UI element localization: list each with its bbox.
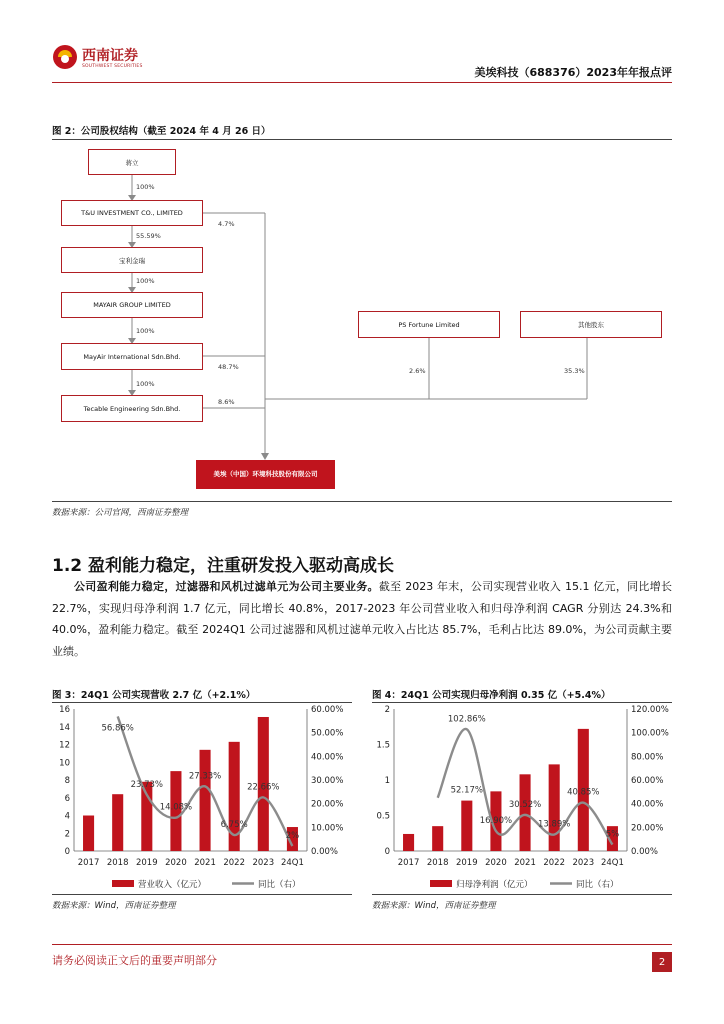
- right-tick-label: 60.00%: [631, 776, 664, 786]
- x-tick-label: 24Q1: [280, 858, 304, 868]
- data-label: 6.75%: [220, 820, 248, 831]
- right-tick-label: 20.00%: [631, 823, 664, 834]
- left-tick-label: 0: [384, 847, 390, 857]
- logo-name: 西南证券: [82, 48, 138, 64]
- legend-bar-label: 归母净利润（亿元）: [456, 880, 533, 890]
- left-tick-label: 1: [384, 776, 390, 786]
- left-tick-label: 2: [384, 705, 390, 715]
- edge-label: 100%: [136, 380, 155, 388]
- left-tick-label: 6: [64, 793, 70, 804]
- right-tick-label: 40.00%: [631, 799, 664, 810]
- shareholder-node-jiangli: 蒋立: [88, 149, 176, 175]
- data-label: 56.86%: [101, 723, 134, 734]
- bar: [432, 826, 443, 851]
- right-tick-label: 60.00%: [311, 705, 344, 715]
- edge-label: 48.7%: [218, 363, 239, 371]
- net-profit-chart: [372, 703, 672, 893]
- data-label: 27.33%: [188, 771, 222, 782]
- legend-bar-swatch: [430, 880, 452, 887]
- data-label: 2%: [285, 831, 300, 842]
- edge-label: 55.59%: [136, 232, 161, 240]
- footer-divider: [52, 944, 672, 945]
- right-tick-label: 120.00%: [631, 705, 669, 715]
- figure4-source: 数据来源：Wind，西南证券整理: [372, 901, 496, 911]
- left-tick-label: 2: [64, 829, 70, 840]
- figure2-source: 数据来源：公司官网，西南证券整理: [52, 508, 189, 518]
- data-label: 16.90%: [479, 816, 513, 827]
- data-label: 13.89%: [537, 819, 571, 830]
- company-node: 美埃（中国）环境科技股份有限公司: [196, 460, 335, 489]
- right-tick-label: 0.00%: [311, 847, 339, 857]
- data-label: 22.66%: [247, 782, 280, 793]
- shareholder-node-tu-investment: T&U INVESTMENT CO., LIMITED: [61, 200, 203, 226]
- data-label: 102.86%: [447, 714, 486, 725]
- left-tick-label: 10: [59, 758, 70, 769]
- right-tick-label: 0.00%: [631, 847, 659, 857]
- bar: [200, 750, 211, 851]
- revenue-chart: [52, 703, 352, 893]
- x-tick-label: 2018: [106, 858, 129, 868]
- right-tick-label: 30.00%: [311, 776, 344, 786]
- right-tick-label: 40.00%: [311, 752, 344, 763]
- section-body: 截至 2023 年末，公司实现营业收入 15.1 亿元，同比增长 22.7%，实现归母净利润 1.7 亿元，同比增长 40.8%，2017-2023 年公司营业收入和归母净利润 CAGR 分别达 24.3%和 40.0%，盈利能力稳定。截至 2024Q1 公司过滤器和风机过滤单元收入占比达 85.7%，毛利占比达 89.0%，为公司贡献主要业绩。: [52, 580, 672, 658]
- figure3-bottom-rule: [52, 894, 352, 895]
- x-tick-label: 2020: [165, 858, 187, 868]
- right-tick-label: 10.00%: [311, 823, 344, 834]
- x-tick-label: 2018: [426, 858, 449, 868]
- edge-label: 100%: [136, 277, 155, 285]
- bar: [112, 794, 123, 851]
- x-tick-label: 2021: [514, 858, 536, 868]
- footer-disclaimer: 请务必阅读正文后的重要声明部分: [52, 954, 217, 967]
- section-heading: 1.2 盈利能力稳定，注重研发投入驱动高成长: [52, 556, 395, 576]
- data-label: 52.17%: [450, 785, 484, 796]
- right-tick-label: 20.00%: [311, 799, 344, 810]
- legend-line-label: 同比（右）: [258, 880, 301, 890]
- x-tick-label: 2017: [397, 858, 420, 868]
- figure3-title: 图 3：24Q1 公司实现营收 2.7 亿（+2.1%）: [52, 690, 256, 701]
- x-tick-label: 2020: [485, 858, 507, 868]
- right-tick-label: 50.00%: [311, 728, 344, 739]
- left-tick-label: 0: [64, 847, 70, 857]
- right-tick-label: 80.00%: [631, 752, 664, 763]
- bar: [403, 834, 414, 851]
- shareholder-node-tecable: Tecable Engineering Sdn.Bhd.: [61, 395, 203, 422]
- page-number: 2: [652, 952, 672, 972]
- right-tick-label: 100.00%: [631, 728, 669, 739]
- x-tick-label: 2022: [543, 858, 566, 868]
- shareholder-node-ps-fortune: PS Fortune Limited: [358, 311, 500, 338]
- edge-label: 100%: [136, 183, 155, 191]
- x-tick-label: 2019: [455, 858, 478, 868]
- legend-bar-label: 营业收入（亿元）: [138, 880, 207, 890]
- data-label: 5%: [605, 829, 620, 840]
- edge-label: 2.6%: [409, 367, 426, 375]
- figure2-bottom-rule: [52, 501, 672, 502]
- section-paragraph: [52, 576, 672, 662]
- left-tick-label: 4: [64, 811, 70, 822]
- figure4-bottom-rule: [372, 894, 672, 895]
- section-lead: 公司盈利能力稳定，过滤器和风机过滤单元为公司主要业务。: [74, 580, 379, 593]
- x-tick-label: 2019: [135, 858, 158, 868]
- shareholder-node-others: 其他股东: [520, 311, 662, 338]
- edge-label: 4.7%: [218, 220, 235, 228]
- x-tick-label: 2017: [77, 858, 100, 868]
- x-tick-label: 2021: [194, 858, 216, 868]
- bar: [520, 774, 531, 851]
- bar: [549, 764, 560, 851]
- left-tick-label: 1.5: [376, 740, 390, 751]
- data-label: 30.52%: [508, 799, 542, 810]
- x-tick-label: 2023: [252, 858, 275, 868]
- bar: [83, 816, 94, 852]
- x-tick-label: 24Q1: [600, 858, 624, 868]
- left-tick-label: 14: [59, 722, 70, 733]
- x-tick-label: 2022: [223, 858, 246, 868]
- ownership-diagram: [0, 0, 724, 500]
- left-tick-label: 8: [64, 776, 70, 786]
- data-label: 23.73%: [130, 779, 164, 790]
- figure4-title: 图 4：24Q1 公司实现归母净利润 0.35 亿（+5.4%）: [372, 690, 611, 701]
- bar: [461, 801, 472, 851]
- legend-bar-swatch: [112, 880, 134, 887]
- shareholder-node-mayair-group: MAYAIR GROUP LIMITED: [61, 292, 203, 318]
- edge-label: 8.6%: [218, 398, 235, 406]
- left-tick-label: 12: [59, 740, 70, 751]
- figure2-title: 图 2：公司股权结构（截至 2024 年 4 月 26 日）: [52, 126, 271, 137]
- shareholder-node-baoli: 宝利金瑞: [61, 247, 203, 273]
- legend-line-label: 同比（右）: [576, 880, 619, 890]
- shareholder-node-mayair-international: MayAir International Sdn.Bhd.: [61, 343, 203, 370]
- bar: [141, 782, 152, 851]
- logo-english: SOUTHWEST SECURITIES: [82, 64, 143, 69]
- left-tick-label: 16: [59, 705, 70, 715]
- figure3-source: 数据来源：Wind，西南证券整理: [52, 901, 176, 911]
- edge-label: 35.3%: [564, 367, 585, 375]
- data-label: 14.08%: [159, 802, 193, 813]
- edge-label: 100%: [136, 327, 155, 335]
- data-label: 40.85%: [567, 787, 600, 798]
- x-tick-label: 2023: [572, 858, 595, 868]
- left-tick-label: 0.5: [376, 811, 390, 822]
- report-title: 美埃科技（688376）2023年年报点评: [474, 66, 672, 79]
